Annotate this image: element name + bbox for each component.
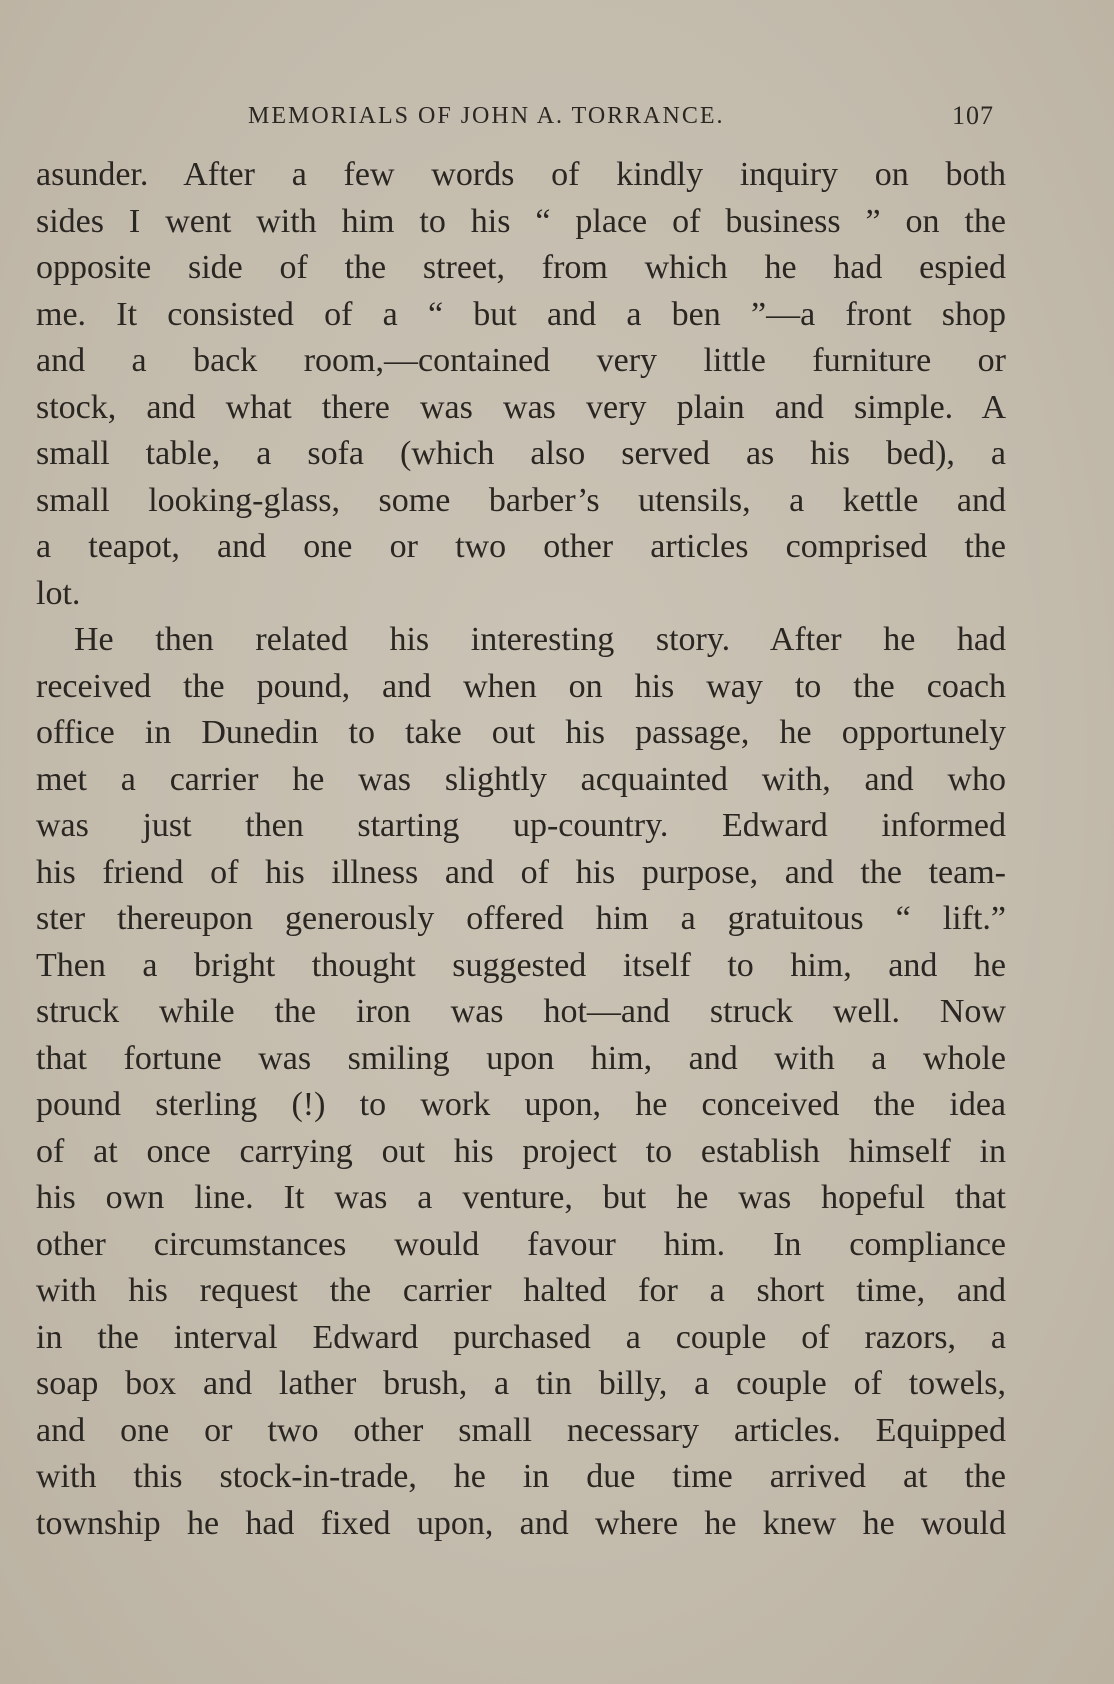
- text-line: small looking-glass, some barber’s utensils, a kettle and: [36, 481, 1006, 519]
- text-line: a teapot, and one or two other articles comprised the: [36, 528, 1006, 565]
- text-line: with this stock-in-trade, he in due time arrived at the: [36, 1458, 1006, 1495]
- running-head: [34, 96, 994, 136]
- body-text: [36, 152, 1006, 1547]
- text-line: in the interval Edward purchased a couple of razors, a: [36, 1318, 1006, 1356]
- text-line: asunder. After a few words of kindly inquiry on both: [36, 156, 1006, 193]
- text-line: He then related his interesting story. After he had: [74, 621, 1006, 658]
- paragraph-2: [36, 617, 1006, 1547]
- text-line: his friend of his illness and of his purpose, and the team-: [36, 853, 1006, 891]
- text-line: met a carrier he was slightly acquainted with, and who: [36, 760, 1006, 798]
- text-line: lot.: [36, 574, 81, 612]
- text-line: sides I went with him to his “ place of business ” on the: [36, 202, 1006, 240]
- text-line: struck while the iron was hot—and struck well. Now: [36, 993, 1006, 1030]
- text-line: soap box and lather brush, a tin billy, a couple of towels,: [36, 1365, 1006, 1402]
- text-line: other circumstances would favour him. In compliance: [36, 1225, 1006, 1263]
- text-line: opposite side of the street, from which he had espied: [36, 249, 1006, 286]
- text-line: me. It consisted of a “ but and a ben ”—a front shop: [36, 295, 1006, 333]
- text-line: received the pound, and when on his way to the coach: [36, 667, 1006, 705]
- text-line: Then a bright thought suggested itself to him, and he: [36, 946, 1006, 984]
- text-line: pound sterling (!) to work upon, he conceived the idea: [36, 1086, 1006, 1123]
- text-line: township he had fixed upon, and where he knew he would: [36, 1504, 1006, 1542]
- text-line: was just then starting up-country. Edward informed: [36, 807, 1006, 844]
- text-line: his own line. It was a venture, but he was hopeful that: [36, 1179, 1006, 1216]
- running-title: MEMORIALS OF JOHN A. TORRANCE.: [248, 103, 725, 129]
- text-line: with his request the carrier halted for a short time, and: [36, 1272, 1006, 1309]
- paragraph-1: [36, 152, 1006, 617]
- text-line: and one or two other small necessary articles. Equipped: [36, 1411, 1006, 1449]
- text-line: small table, a sofa (which also served as his bed), a: [36, 435, 1006, 472]
- page-number: 107: [952, 101, 994, 130]
- text-line: and a back room,—contained very little furniture or: [36, 342, 1006, 379]
- text-line: ster thereupon generously offered him a gratuitous “ lift.”: [36, 900, 1006, 937]
- text-line: that fortune was smiling upon him, and with a whole: [36, 1039, 1006, 1077]
- text-line: stock, and what there was was very plain and simple. A: [36, 388, 1006, 426]
- text-line: office in Dunedin to take out his passage, he opportunely: [36, 714, 1006, 751]
- text-line: of at once carrying out his project to establish himself in: [36, 1132, 1006, 1170]
